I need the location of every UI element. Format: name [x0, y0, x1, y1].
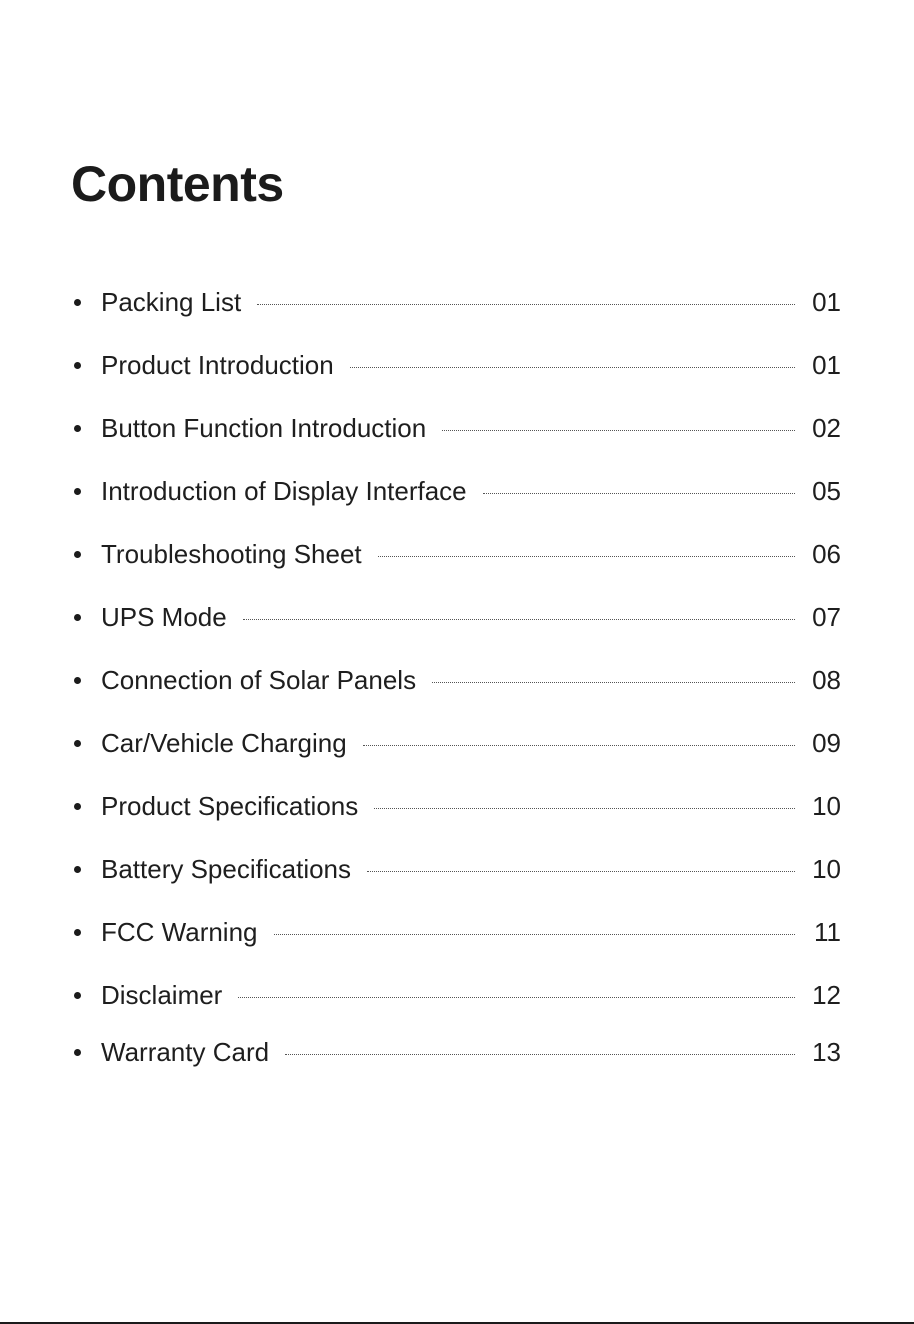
- dotted-leader: [285, 1054, 795, 1055]
- toc-entry-solar-panels[interactable]: [71, 662, 841, 698]
- dotted-leader: [483, 493, 795, 494]
- dotted-leader: [274, 934, 795, 935]
- toc-entry-page: 02: [812, 413, 841, 443]
- toc-entry-label: Troubleshooting Sheet: [101, 539, 362, 569]
- toc-entry-page: 11: [814, 917, 841, 947]
- toc-entry-fcc-warning[interactable]: [71, 914, 841, 950]
- toc-entry-label: UPS Mode: [101, 602, 227, 632]
- bullet-icon: [74, 992, 81, 999]
- toc-entry-label: Connection of Solar Panels: [101, 665, 417, 695]
- toc-entry-disclaimer[interactable]: [71, 977, 841, 1013]
- toc-entry-label: Disclaimer: [101, 980, 223, 1010]
- toc-entry-page: 06: [812, 539, 841, 569]
- bullet-icon: [74, 614, 81, 621]
- toc-entry-label: Warranty Card: [101, 1037, 270, 1067]
- toc-entry-page: 10: [812, 791, 841, 821]
- toc-entry-label: Packing List: [101, 287, 242, 317]
- dotted-leader: [374, 808, 795, 809]
- dotted-leader: [363, 745, 795, 746]
- dotted-leader: [238, 997, 795, 998]
- dotted-leader: [367, 871, 795, 872]
- toc-entry-display-interface[interactable]: [71, 473, 841, 509]
- toc-entry-product-specifications[interactable]: [71, 788, 841, 824]
- toc-entry-page: 12: [812, 980, 841, 1010]
- toc-entry-page: 08: [812, 665, 841, 695]
- toc-entry-page: 05: [812, 476, 841, 506]
- toc-entry-packing-list[interactable]: [71, 284, 841, 320]
- toc-entry-ups-mode[interactable]: [71, 599, 841, 635]
- toc-entry-vehicle-charging[interactable]: [71, 725, 841, 761]
- toc-entry-page: 13: [812, 1037, 841, 1067]
- toc-entry-page: 10: [812, 854, 841, 884]
- bullet-icon: [74, 740, 81, 747]
- toc-entry-battery-specifications[interactable]: [71, 851, 841, 887]
- toc-entry-page: 07: [812, 602, 841, 632]
- toc-entry-page: 01: [812, 350, 841, 380]
- dotted-leader: [257, 304, 795, 305]
- toc-entry-label: Battery Specifications: [101, 854, 352, 884]
- dotted-leader: [442, 430, 795, 431]
- bullet-icon: [74, 551, 81, 558]
- toc-entry-warranty-card[interactable]: [71, 1034, 841, 1070]
- dotted-leader: [378, 556, 795, 557]
- toc-entry-label: Product Specifications: [101, 791, 359, 821]
- toc-entry-button-function-introduction[interactable]: [71, 410, 841, 446]
- bullet-icon: [74, 299, 81, 306]
- toc-entry-label: Car/Vehicle Charging: [101, 728, 347, 758]
- toc-entry-page: 01: [812, 287, 841, 317]
- bullet-icon: [74, 488, 81, 495]
- toc-entry-page: 09: [812, 728, 841, 758]
- toc-entry-label: Introduction of Display Interface: [101, 476, 467, 506]
- bullet-icon: [74, 1049, 81, 1056]
- toc-entry-label: Product Introduction: [101, 350, 334, 380]
- dotted-leader: [350, 367, 795, 368]
- toc-entry-label: FCC Warning: [101, 917, 258, 947]
- bullet-icon: [74, 866, 81, 873]
- bullet-icon: [74, 362, 81, 369]
- dotted-leader: [432, 682, 795, 683]
- bullet-icon: [74, 677, 81, 684]
- bullet-icon: [74, 803, 81, 810]
- toc-entry-troubleshooting-sheet[interactable]: [71, 536, 841, 572]
- bullet-icon: [74, 425, 81, 432]
- bullet-icon: [74, 929, 81, 936]
- toc-entry-label: Button Function Introduction: [101, 413, 427, 443]
- page-title: Contents: [71, 156, 284, 212]
- toc-entry-product-introduction[interactable]: [71, 347, 841, 383]
- dotted-leader: [243, 619, 795, 620]
